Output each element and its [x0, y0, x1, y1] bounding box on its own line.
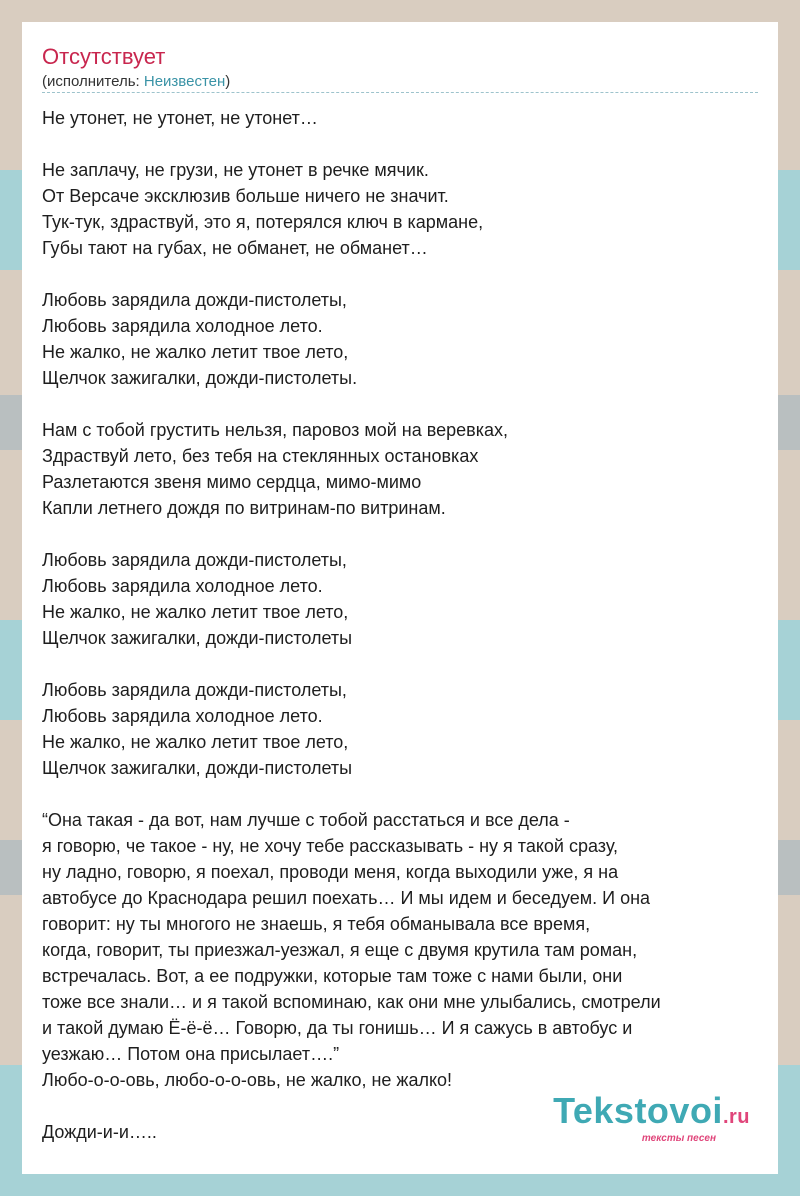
lyric-line: Любовь зарядила дожди-пистолеты,	[42, 550, 347, 570]
lyric-line: Не жалко, не жалко летит твое лето,	[42, 602, 349, 622]
stanza-break	[42, 521, 762, 547]
lyric-line: Здраствуй лето, без тебя на стеклянных остановках	[42, 446, 479, 466]
stanza-break	[42, 261, 762, 287]
stanza-break	[42, 781, 762, 807]
lyric-line: ну ладно, говорю, я поехал, проводи меня, когда выходили уже, я на	[42, 862, 619, 882]
artist-prefix: (исполнитель:	[42, 73, 144, 90]
lyric-line: Губы тают на губах, не обманет, не обманет…	[42, 238, 428, 258]
artist-line	[42, 73, 230, 91]
lyric-line: Нам с тобой грустить нельзя, паровоз мой на веревках,	[42, 420, 508, 440]
lyric-line: Любовь зарядила дожди-пистолеты,	[42, 290, 347, 310]
lyric-line: Не заплачу, не грузи, не утонет в речке мячик.	[42, 160, 429, 180]
lyric-line: Щелчок зажигалки, дожди-пистолеты	[42, 628, 353, 648]
logo-tld: .ru	[722, 1106, 750, 1128]
lyric-line: Любовь зарядила холодное лето.	[42, 316, 323, 336]
lyrics-text	[42, 105, 762, 1145]
stanza-break	[42, 651, 762, 677]
lyric-line: автобусе до Краснодара решил поехать… И мы идем и беседуем. И она	[42, 888, 651, 908]
lyric-line: встречалась. Вот, а ее подружки, которые там тоже с нами были, они	[42, 966, 623, 986]
lyric-line: я говорю, че такое - ну, не хочу тебе рассказывать - ну я такой сразу,	[42, 836, 619, 856]
artist-link[interactable]: Неизвестен	[143, 73, 226, 90]
lyric-line: когда, говорит, ты приезжал-уезжал, я еще с двумя крутила там роман,	[42, 940, 638, 960]
lyric-line: “Она такая - да вот, нам лучше с тобой расстаться и все дела -	[42, 810, 570, 830]
lyric-line: Не утонет, не утонет, не утонет…	[42, 108, 318, 128]
lyric-line: Дожди-и-и…..	[42, 1122, 157, 1142]
title-divider	[42, 92, 758, 93]
logo-wordmark: Tekstovoi	[553, 1090, 723, 1131]
song-title: Отсутствует	[42, 44, 166, 69]
lyric-line: Тук-тук, здраствуй, это я, потерялся ключ в кармане,	[42, 212, 484, 232]
lyric-line: Любовь зарядила холодное лето.	[42, 576, 323, 596]
lyric-line: Капли летнего дождя по витринам-по витринам.	[42, 498, 446, 518]
lyric-line: тоже все знали… и я такой вспоминаю, как они мне улыбались, смотрели	[42, 992, 661, 1012]
lyric-line: Разлетаются звеня мимо сердца, мимо-мимо	[42, 472, 422, 492]
lyric-line: Не жалко, не жалко летит твое лето,	[42, 342, 349, 362]
stanza-break	[42, 391, 762, 417]
lyric-line: Щелчок зажигалки, дожди-пистолеты.	[42, 368, 358, 388]
lyric-line: Любовь зарядила холодное лето.	[42, 706, 323, 726]
site-logo[interactable]	[553, 1090, 750, 1144]
lyric-line: Щелчок зажигалки, дожди-пистолеты	[42, 758, 353, 778]
lyric-line: Любо-о-о-овь, любо-о-о-овь, не жалко, не жалко!	[42, 1070, 453, 1090]
artist-suffix: )	[225, 73, 231, 90]
logo-tagline: тексты песен	[641, 1133, 716, 1144]
stanza-break	[42, 131, 762, 157]
lyric-line: уезжаю… Потом она присылает….”	[42, 1044, 340, 1064]
lyric-line: и такой думаю Ё-ё-ё… Говорю, да ты гонишь… И я сажусь в автобус и	[42, 1018, 633, 1038]
lyrics-card	[22, 22, 778, 1174]
lyric-line: Не жалко, не жалко летит твое лето,	[42, 732, 349, 752]
lyric-line: От Версаче эксклюзив больше ничего не значит.	[42, 186, 449, 206]
lyric-line: говорит: ну ты многого не знаешь, я тебя обманывала все время,	[42, 914, 591, 934]
lyric-line: Любовь зарядила дожди-пистолеты,	[42, 680, 347, 700]
